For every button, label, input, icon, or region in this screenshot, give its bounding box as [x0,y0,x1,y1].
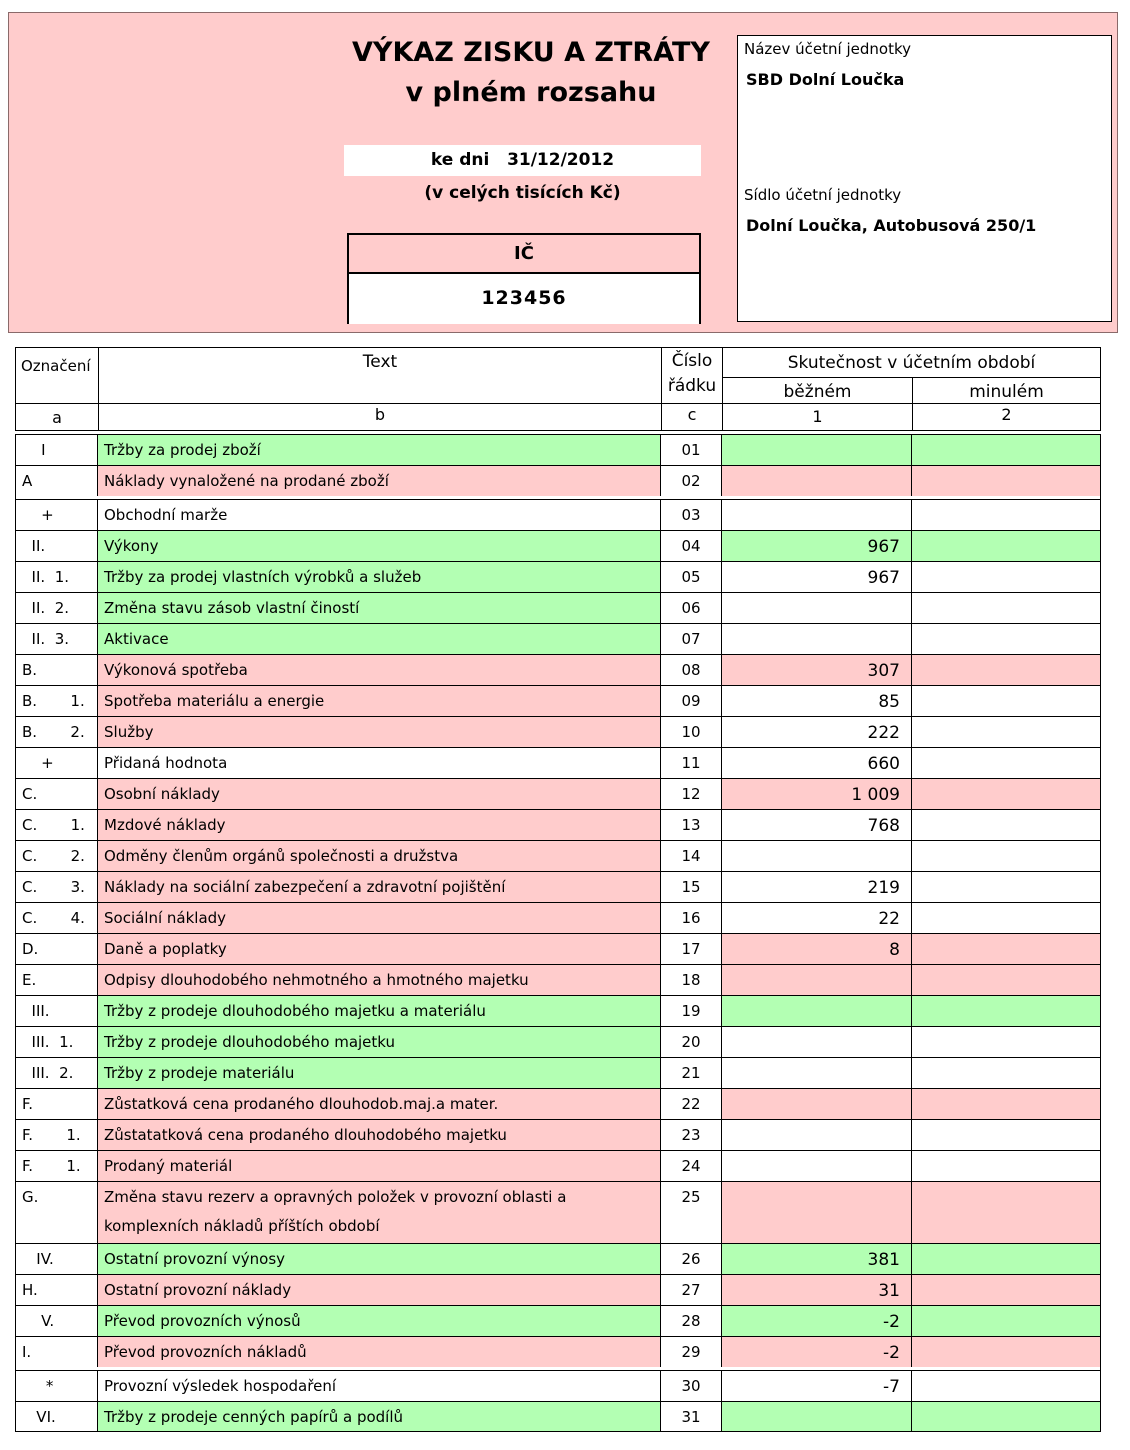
table-row [16,1401,1100,1432]
row-number: 21 [661,1058,722,1088]
row-number: 01 [661,435,722,465]
row-current-value: 8 [722,934,912,964]
row-number: 04 [661,531,722,561]
row-number: 22 [661,1089,722,1119]
header-cislo [662,348,723,404]
row-previous-value [912,841,1100,871]
row-previous-value [912,562,1100,592]
table-row [16,840,1100,871]
row-previous-value [912,1306,1100,1336]
row-mark: I [16,435,98,465]
row-current-value: 85 [722,686,912,716]
row-text: Tržby z prodeje dlouhodobého majetku [98,1027,661,1057]
row-number: 05 [661,562,722,592]
row-text: Osobní náklady [98,779,661,809]
table-row [16,1336,1100,1367]
row-mark: B. [16,655,98,685]
row-previous-value [912,1244,1100,1274]
row-current-value: 219 [722,872,912,902]
row-number: 12 [661,779,722,809]
row-current-value: -7 [722,1371,912,1401]
row-current-value [722,1058,912,1088]
row-current-value [722,1089,912,1119]
table-row [16,465,1100,496]
row-text: Spotřeba materiálu a energie [98,686,661,716]
row-number: 27 [661,1275,722,1305]
row-mark: G. [16,1182,98,1243]
header-col-1: 1 [723,404,913,430]
row-mark: II. [16,531,98,561]
row-text: Ostatní provozní výnosy [98,1244,661,1274]
row-previous-value [912,965,1100,995]
row-number: 25 [661,1182,722,1243]
row-mark: A [16,466,98,496]
header-bezne: běžném [723,378,913,404]
row-number: 26 [661,1244,722,1274]
row-number: 14 [661,841,722,871]
row-current-value [722,841,912,871]
row-number: 24 [661,1151,722,1181]
row-number: 06 [661,593,722,623]
row-mark: B. 2. [16,717,98,747]
row-mark: I. [16,1337,98,1367]
report-title [347,33,715,113]
row-mark: F. [16,1089,98,1119]
row-text: Odpisy dlouhodobého nehmotného a hmotného majetku [98,965,661,995]
row-current-value [722,1151,912,1181]
units-note: (v celých tisících Kč) [424,183,621,203]
header-cislo-line1: Číslo [671,351,713,371]
title-line-2: v plném rozsahu [405,77,657,108]
row-previous-value [912,810,1100,840]
row-previous-value [912,1337,1100,1367]
row-mark: + [16,500,98,530]
row-mark: III. 2. [16,1058,98,1088]
row-number: 15 [661,872,722,902]
row-text: Náklady na sociální zabezpečení a zdravotní pojištění [98,872,661,902]
table-row [16,1274,1100,1305]
row-previous-value [912,934,1100,964]
header-col-c: c [662,404,723,430]
row-previous-value [912,531,1100,561]
row-current-value [722,996,912,1026]
row-previous-value [912,1402,1100,1431]
row-text: Převod provozních nákladů [98,1337,661,1367]
row-previous-value [912,624,1100,654]
row-previous-value [912,593,1100,623]
table-row [16,778,1100,809]
report-header [8,12,1118,333]
row-current-value [722,965,912,995]
row-current-value: 967 [722,531,912,561]
row-previous-value [912,748,1100,778]
row-previous-value [912,872,1100,902]
date-label: ke dni [430,150,490,170]
row-previous-value [912,717,1100,747]
row-previous-value [912,1058,1100,1088]
row-number: 31 [661,1402,722,1431]
row-text: Tržby z prodeje dlouhodobého majetku a materiálu [98,996,661,1026]
date-value: 31/12/2012 [507,150,615,170]
row-previous-value [912,1275,1100,1305]
table-header [15,347,1101,431]
entity-seat-label: Sídlo účetní jednotky [744,186,902,204]
row-text: Sociální náklady [98,903,661,933]
table-row [16,1119,1100,1150]
row-text: Zůstatková cena prodaného dlouhodob.maj.a mater. [98,1089,661,1119]
row-text: Tržby za prodej vlastních výrobků a služeb [98,562,661,592]
row-mark: C. 1. [16,810,98,840]
table-row [16,1305,1100,1336]
row-previous-value [912,779,1100,809]
title-line-1: VÝKAZ ZISKU A ZTRÁTY [352,37,710,68]
table-row [16,809,1100,840]
row-current-value [722,1182,912,1243]
row-mark: V. [16,1306,98,1336]
row-previous-value [912,1151,1100,1181]
row-mark: II. 1. [16,562,98,592]
row-current-value: 222 [722,717,912,747]
row-number: 30 [661,1371,722,1401]
row-text: Prodaný materiál [98,1151,661,1181]
row-previous-value [912,435,1100,465]
row-current-value: 660 [722,748,912,778]
row-text: Převod provozních výnosů [98,1306,661,1336]
ic-value: 123456 [349,274,699,324]
row-mark: III. [16,996,98,1026]
row-text: Odměny členům orgánů společnosti a družstva [98,841,661,871]
row-current-value: 381 [722,1244,912,1274]
row-mark: F. 1. [16,1151,98,1181]
header-col-a: a [16,404,99,430]
row-current-value [722,1120,912,1150]
row-text: Změna stavu rezerv a opravných položek v provozní oblasti a komplexních nákladů příštích období [98,1182,661,1243]
table-row [16,1026,1100,1057]
table-row [16,964,1100,995]
row-text: Provozní výsledek hospodaření [98,1371,661,1401]
row-text: Výkony [98,531,661,561]
row-previous-value [912,1027,1100,1057]
row-previous-value [912,500,1100,530]
table-row [16,561,1100,592]
header-cislo-line2: řádku [667,376,717,396]
row-previous-value [912,466,1100,496]
row-mark: IV. [16,1244,98,1274]
header-minule: minulém [913,378,1100,404]
row-mark: C. 4. [16,903,98,933]
table-row [16,1088,1100,1119]
entity-seat: Dolní Loučka, Autobusová 250/1 [746,216,1037,235]
row-current-value [722,500,912,530]
row-text: Aktivace [98,624,661,654]
row-previous-value [912,1371,1100,1401]
table-row [16,995,1100,1026]
row-number: 23 [661,1120,722,1150]
table-row [16,933,1100,964]
row-current-value [722,1402,912,1431]
row-mark: D. [16,934,98,964]
row-current-value: 307 [722,655,912,685]
row-mark: B. 1. [16,686,98,716]
row-number: 11 [661,748,722,778]
row-current-value: 967 [722,562,912,592]
table-row [16,871,1100,902]
row-text: Výkonová spotřeba [98,655,661,685]
table-row [16,1150,1100,1181]
row-current-value [722,1027,912,1057]
header-oznaceni: Označení [16,348,99,404]
table-row [16,1181,1100,1243]
table-row [16,716,1100,747]
row-text: Tržby z prodeje cenných papírů a podílů [98,1402,661,1431]
header-col-b: b [99,404,662,430]
row-text: Tržby za prodej zboží [98,435,661,465]
row-previous-value [912,996,1100,1026]
income-statement-table [15,347,1101,1432]
row-mark: H. [16,1275,98,1305]
header-text: Text [99,348,662,404]
row-text: Tržby z prodeje materiálu [98,1058,661,1088]
row-previous-value [912,1120,1100,1150]
row-mark: C. 3. [16,872,98,902]
row-number: 16 [661,903,722,933]
row-current-value: -2 [722,1337,912,1367]
row-previous-value [912,655,1100,685]
table-row [16,902,1100,933]
table-row [16,434,1100,465]
row-current-value: 31 [722,1275,912,1305]
table-row [16,1243,1100,1274]
table-row [16,747,1100,778]
table-row [16,1057,1100,1088]
ic-box [347,233,701,324]
row-mark: C. 2. [16,841,98,871]
row-previous-value [912,903,1100,933]
row-text: Služby [98,717,661,747]
row-mark: II. 2. [16,593,98,623]
row-mark: + [16,748,98,778]
row-current-value [722,593,912,623]
row-text: Mzdové náklady [98,810,661,840]
row-number: 19 [661,996,722,1026]
table-row [16,592,1100,623]
row-number: 20 [661,1027,722,1057]
table-body [15,434,1101,1432]
ic-label: IČ [349,235,699,274]
row-text: Změna stavu zásob vlastní čiností [98,593,661,623]
row-current-value: -2 [722,1306,912,1336]
row-number: 13 [661,810,722,840]
row-text: Ostatní provozní náklady [98,1275,661,1305]
row-mark: F. 1. [16,1120,98,1150]
row-number: 28 [661,1306,722,1336]
row-previous-value [912,686,1100,716]
row-mark: II. 3. [16,624,98,654]
row-number: 17 [661,934,722,964]
row-text: Zůstatatková cena prodaného dlouhodobého majetku [98,1120,661,1150]
report-date [344,145,701,176]
row-current-value [722,624,912,654]
table-row [16,530,1100,561]
row-number: 18 [661,965,722,995]
table-row [16,685,1100,716]
entity-name-label: Název účetní jednotky [744,40,911,58]
row-current-value: 1 009 [722,779,912,809]
row-previous-value [912,1182,1100,1243]
row-number: 29 [661,1337,722,1367]
row-number: 09 [661,686,722,716]
row-current-value: 768 [722,810,912,840]
row-number: 03 [661,500,722,530]
row-text: Daně a poplatky [98,934,661,964]
row-mark: C. [16,779,98,809]
row-number: 10 [661,717,722,747]
row-current-value [722,435,912,465]
row-text: Obchodní marže [98,500,661,530]
row-previous-value [912,1089,1100,1119]
row-mark: E. [16,965,98,995]
row-current-value [722,466,912,496]
row-text: Náklady vynaložené na prodané zboží [98,466,661,496]
table-row [16,1370,1100,1401]
entity-name: SBD Dolní Loučka [746,70,905,89]
header-skutecnost: Skutečnost v účetním období [723,348,1100,378]
row-number: 08 [661,655,722,685]
entity-box [737,35,1112,322]
row-mark: III. 1. [16,1027,98,1057]
row-mark: * [16,1371,98,1401]
header-col-2: 2 [1001,405,1012,424]
row-current-value: 22 [722,903,912,933]
table-row [16,623,1100,654]
row-number: 02 [661,466,722,496]
row-mark: VI. [16,1402,98,1431]
table-row [16,654,1100,685]
table-row [16,499,1100,530]
row-text: Přidaná hodnota [98,748,661,778]
row-number: 07 [661,624,722,654]
